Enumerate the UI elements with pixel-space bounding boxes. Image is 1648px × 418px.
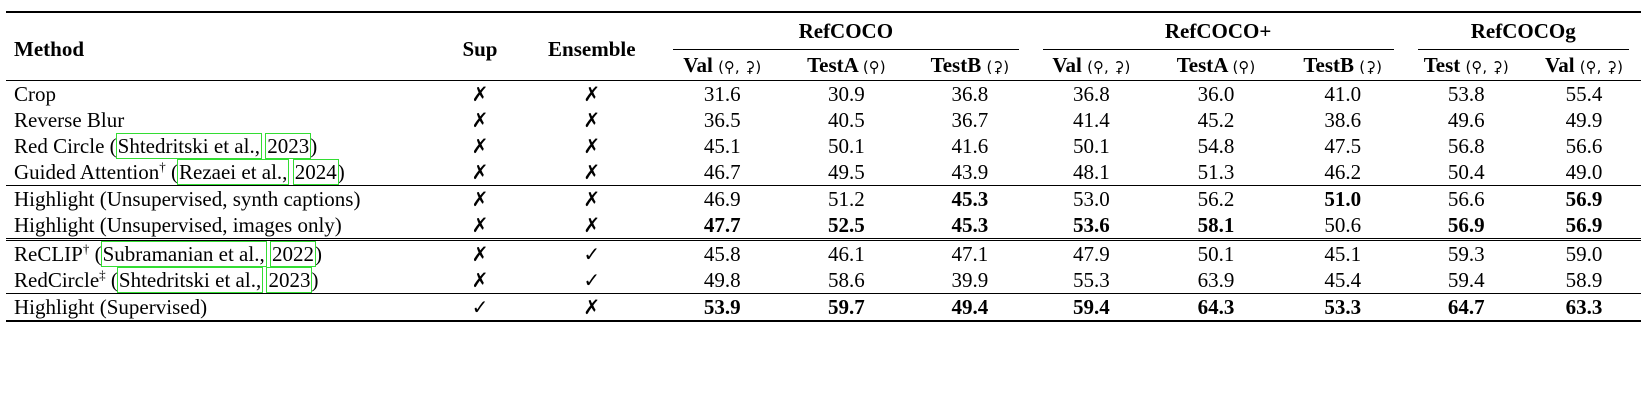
value-cell: 58.9 [1565,267,1603,292]
table-row [6,212,1641,240]
subcol-header: Val (⚲, ⚳) [1527,50,1641,81]
method-cell: Highlight (Unsupervised, images only) [14,212,342,237]
value-cell: 36.8 [1072,81,1110,106]
value-cell: 50.1 [1072,133,1110,158]
value-cell: 49.5 [827,159,865,184]
value-cell: 51.3 [1197,159,1235,184]
method-cell: Red Circle (Shtedritski et al., 2023) [14,133,318,158]
value-cell: 53.8 [1447,81,1485,106]
value-cell: 47.9 [1031,240,1152,268]
citation-link[interactable]: Rezaei et al., [179,160,288,184]
person-icon: (⚲, ⚳) [1465,57,1509,76]
group-refcoco: RefCOCO [661,12,1031,50]
value-cell: 36.8 [951,81,989,106]
table-row [6,81,1641,108]
table-row [6,186,1641,213]
value-cell: 47.5 [1324,133,1362,158]
value-cell: 49.0 [1565,159,1603,184]
table-row [6,159,1641,186]
dagger-mark: † [82,241,90,256]
value-cell: 53.6 [1072,212,1110,237]
value-cell: 56.6 [1565,133,1603,158]
value-cell: 64.7 [1406,294,1527,322]
results-table [6,11,1641,322]
value-cell: 54.8 [1197,133,1235,158]
object-icon: (⚳) [986,57,1010,76]
value-cell: 53.9 [661,294,783,322]
subcol-header: Val (⚲, ⚳) [661,50,783,81]
sup-mark: ✗ [471,82,489,106]
value-cell: 45.4 [1324,267,1362,292]
person-icon: (⚲, ⚳) [718,57,762,76]
person-icon: (⚲, ⚳) [1579,57,1623,76]
ensemble-mark: ✓ [523,240,661,268]
value-cell: 55.4 [1565,81,1603,106]
value-cell: 49.8 [703,267,741,292]
object-icon: (⚳) [1359,57,1382,76]
ensemble-mark: ✗ [583,213,601,237]
group-refcocog: RefCOCOg [1406,12,1641,50]
table-row [6,267,1641,294]
value-cell: 64.3 [1152,294,1280,322]
value-cell: 36.5 [703,107,741,132]
value-cell: 36.7 [951,107,989,132]
double-dagger-mark: ‡ [99,267,106,282]
table-row [6,133,1641,159]
value-cell: 63.3 [1527,294,1641,322]
value-cell: 56.6 [1406,186,1527,213]
subcol-header: TestA (⚲) [784,50,910,81]
table-row [6,240,1641,268]
method-cell: Guided Attention† (Rezaei et al., 2024) [14,159,345,184]
value-cell: 50.6 [1324,212,1362,237]
ensemble-mark: ✗ [523,294,661,322]
value-cell: 51.0 [1280,186,1406,213]
subcol-header: TestB (⚳) [909,50,1030,81]
group-refcoco-plus: RefCOCO+ [1031,12,1406,50]
value-cell: 45.1 [703,133,741,158]
ensemble-mark: ✗ [583,160,601,184]
value-cell: 53.3 [1280,294,1406,322]
subcol-header: Val (⚲, ⚳) [1031,50,1152,81]
method-cell: Highlight (Supervised) [6,294,437,322]
value-cell: 45.3 [909,186,1030,213]
header-row-groups [6,12,1641,50]
value-cell: 39.9 [951,267,989,292]
ensemble-mark: ✗ [583,108,601,132]
sup-mark: ✗ [471,268,489,292]
sup-mark: ✓ [437,294,522,322]
ensemble-mark: ✗ [523,186,661,213]
sup-mark: ✗ [471,134,489,158]
table-row [6,107,1641,133]
value-cell: 45.8 [661,240,783,268]
value-cell: 48.1 [1072,159,1110,184]
sup-mark: ✗ [471,160,489,184]
method-cell: Crop [14,81,56,106]
method-cell: RedCircle‡ (Shtedritski et al., 2023) [14,267,319,292]
value-cell: 59.4 [1447,267,1485,292]
ensemble-mark: ✓ [583,268,601,292]
value-cell: 30.9 [827,81,865,106]
value-cell: 49.6 [1447,107,1485,132]
col-method: Method [6,12,437,81]
value-cell: 50.1 [1152,240,1280,268]
value-cell: 46.2 [1324,159,1362,184]
value-cell: 45.3 [951,212,989,237]
value-cell: 52.5 [827,212,865,237]
value-cell: 56.9 [1565,212,1603,237]
value-cell: 43.9 [951,159,989,184]
sup-mark: ✗ [471,108,489,132]
value-cell: 56.9 [1527,186,1641,213]
value-cell: 50.4 [1447,159,1485,184]
value-cell: 55.3 [1072,267,1110,292]
value-cell: 59.4 [1031,294,1152,322]
value-cell: 47.7 [703,212,741,237]
value-cell: 46.7 [703,159,741,184]
col-ensemble: Ensemble [523,12,661,81]
value-cell: 45.1 [1280,240,1406,268]
person-icon: (⚲) [1232,57,1256,76]
value-cell: 51.2 [784,186,910,213]
citation-year-link[interactable]: 2023 [267,133,310,158]
subcol-header: Test (⚲, ⚳) [1406,50,1527,81]
value-cell: 49.4 [909,294,1030,322]
value-cell: 47.1 [909,240,1030,268]
citation-year-link[interactable]: 2024 [294,160,337,184]
value-cell: 36.0 [1197,81,1235,106]
ensemble-mark: ✗ [583,134,601,158]
value-cell: 38.6 [1324,107,1362,132]
sup-mark: ✗ [437,240,522,268]
citation-link[interactable]: Shtedritski et al., [118,268,262,292]
subcol-header: TestA (⚲) [1152,50,1280,81]
sup-mark: ✗ [471,213,489,237]
value-cell: 58.6 [827,267,865,292]
value-cell: 41.0 [1324,81,1362,106]
value-cell: 63.9 [1197,267,1235,292]
value-cell: 31.6 [703,81,741,106]
value-cell: 56.8 [1447,133,1485,158]
sup-mark: ✗ [437,186,522,213]
value-cell: 56.9 [1447,212,1485,237]
citation-link[interactable]: Shtedritski et al., [117,133,260,158]
value-cell: 59.3 [1406,240,1527,268]
citation-year-link[interactable]: 2022 [271,242,314,266]
value-cell: 41.6 [951,133,989,158]
dagger-mark: † [159,159,166,174]
value-cell: 50.1 [827,133,865,158]
value-cell: 59.7 [784,294,910,322]
value-cell: 59.0 [1527,240,1641,268]
citation-link[interactable]: Subramanian et al., [102,242,265,266]
method-cell: Reverse Blur [14,107,125,132]
citation-year-link[interactable]: 2023 [268,268,311,292]
method-cell: ReCLIP† (Subramanian et al., 2022) [6,240,437,268]
table-row [6,294,1641,322]
person-icon: (⚲, ⚳) [1087,57,1131,76]
value-cell: 45.2 [1197,107,1235,132]
value-cell: 46.1 [784,240,910,268]
ensemble-mark: ✗ [583,82,601,106]
method-cell: Highlight (Unsupervised, synth captions) [6,186,437,213]
value-cell: 58.1 [1197,212,1235,237]
value-cell: 41.4 [1072,107,1110,132]
value-cell: 56.2 [1152,186,1280,213]
person-icon: (⚲) [862,57,886,76]
subcol-header: TestB (⚳) [1280,50,1406,81]
col-sup: Sup [437,12,522,81]
value-cell: 46.9 [661,186,783,213]
value-cell: 40.5 [827,107,865,132]
value-cell: 49.9 [1565,107,1603,132]
value-cell: 53.0 [1031,186,1152,213]
